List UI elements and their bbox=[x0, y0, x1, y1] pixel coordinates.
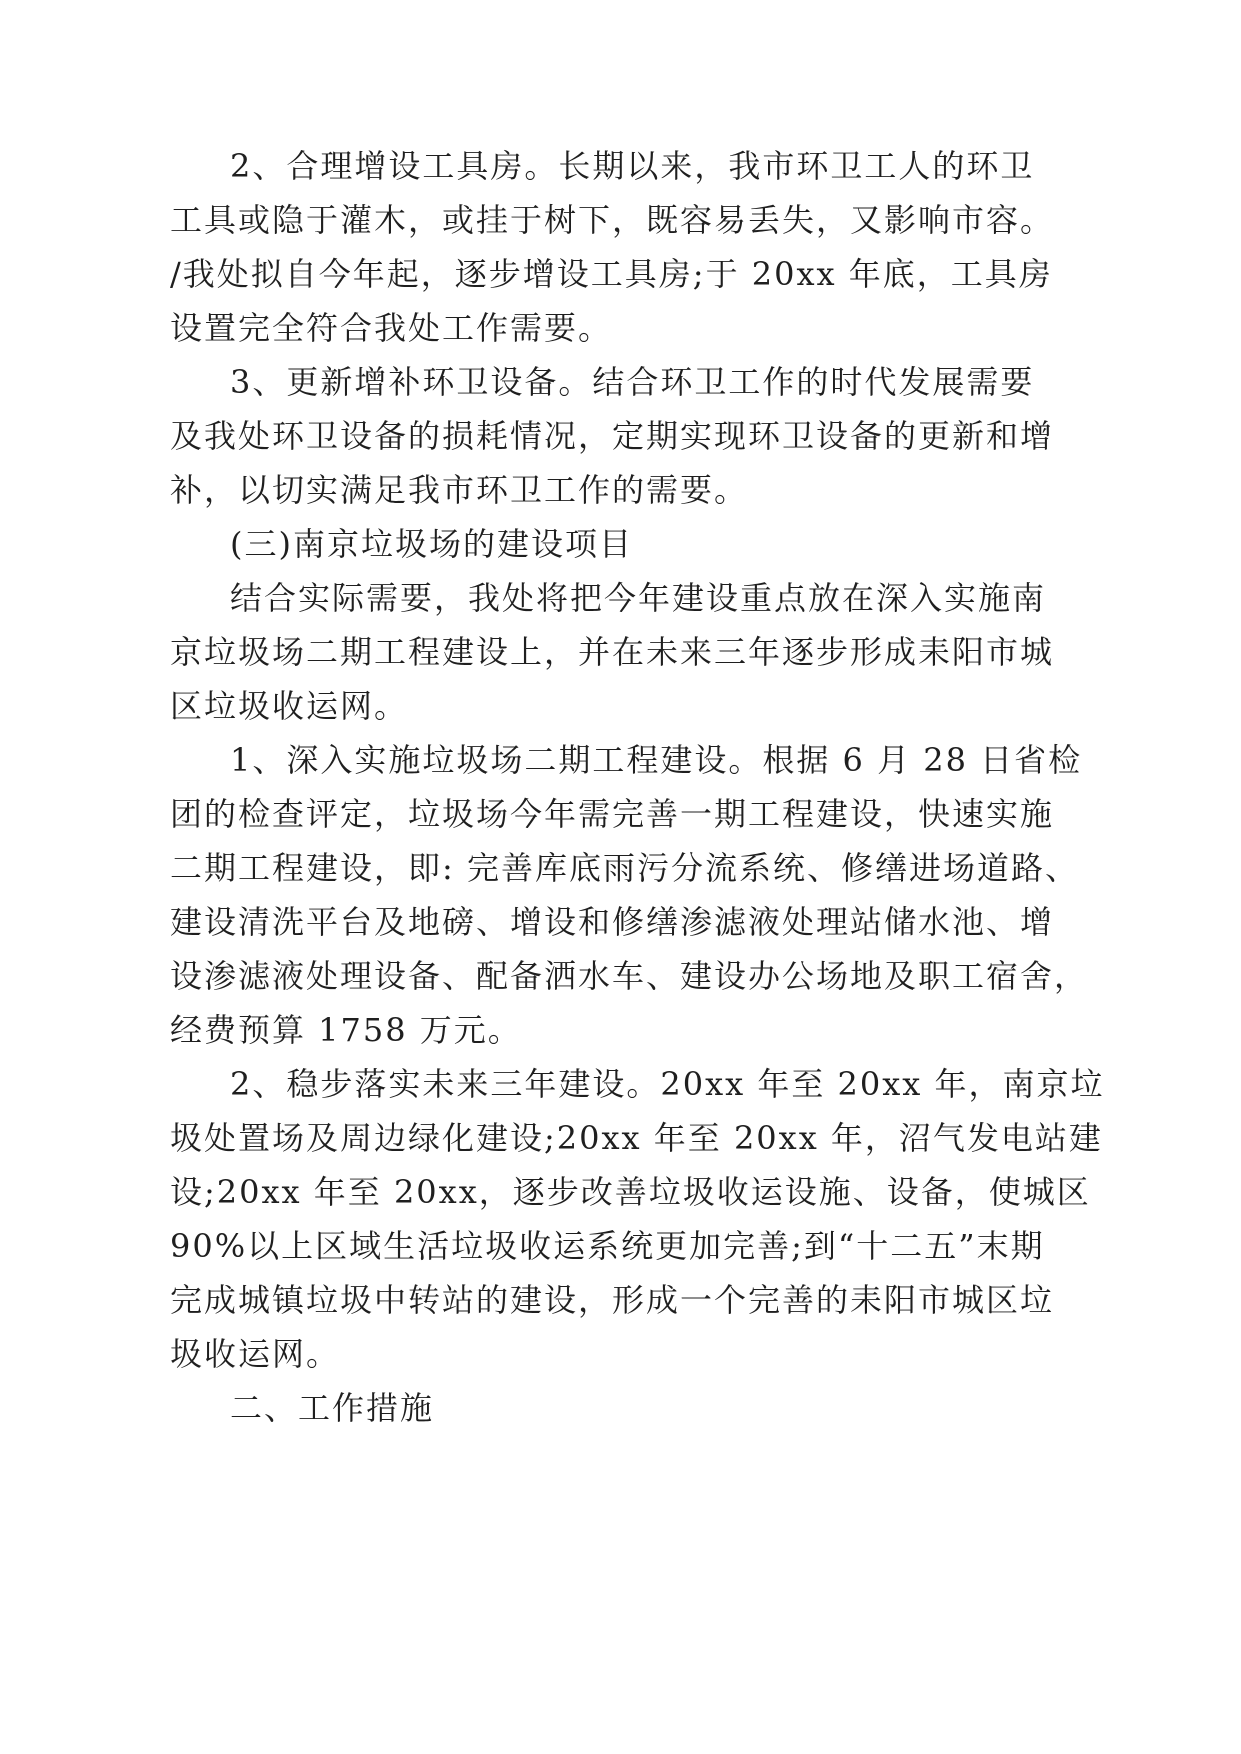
text-line: 设渗滤液处理设备、配备洒水车、建设办公场地及职工宿舍， bbox=[170, 957, 1089, 995]
text-line: 完成城镇垃圾中转站的建设，形成一个完善的耒阳市城区垃 bbox=[170, 1281, 1055, 1319]
text-line: 建设清洗平台及地磅、增设和修缮渗滤液处理站储水池、增 bbox=[170, 903, 1055, 941]
text-line: 设置完全符合我处工作需要。 bbox=[170, 309, 613, 347]
section-heading: (三)南京垃圾场的建设项目 bbox=[230, 525, 633, 563]
text-line: 区垃圾收运网。 bbox=[170, 687, 409, 725]
text-line: 结合实际需要，我处将把今年建设重点放在深入实施南 bbox=[230, 579, 1047, 617]
text-line: 京垃圾场二期工程建设上，并在未来三年逐步形成耒阳市城 bbox=[170, 633, 1055, 671]
text-line: 二期工程建设，即: 完善库底雨污分流系统、修缮进场道路、 bbox=[170, 849, 1079, 887]
text-line: 2、稳步落实未来三年建设。20xx 年至 20xx 年，南京垃 bbox=[230, 1065, 1105, 1103]
section-heading: 二、工作措施 bbox=[230, 1389, 435, 1427]
text-line: 1、深入实施垃圾场二期工程建设。根据 6 月 28 日省检 bbox=[230, 741, 1083, 779]
text-line: 圾处置场及周边绿化建设;20xx 年至 20xx 年，沼气发电站建 bbox=[170, 1119, 1103, 1157]
text-line: 经费预算 1758 万元。 bbox=[170, 1011, 522, 1049]
text-line: /我处拟自今年起，逐步增设工具房;于 20xx 年底，工具房 bbox=[170, 255, 1053, 293]
text-line: 圾收运网。 bbox=[170, 1335, 341, 1373]
text-line: 团的检查评定，垃圾场今年需完善一期工程建设，快速实施 bbox=[170, 795, 1055, 833]
text-line: 补，以切实满足我市环卫工作的需要。 bbox=[170, 471, 749, 509]
text-line: 2、合理增设工具房。长期以来，我市环卫工人的环卫 bbox=[230, 147, 1035, 185]
text-line: 工具或隐于灌木，或挂于树下，既容易丢失，又影响市容。 bbox=[170, 201, 1055, 239]
text-line: 及我处环卫设备的损耗情况，定期实现环卫设备的更新和增 bbox=[170, 417, 1055, 455]
text-line: 设;20xx 年至 20xx，逐步改善垃圾收运设施、设备，使城区 bbox=[170, 1173, 1091, 1211]
text-line: 3、更新增补环卫设备。结合环卫工作的时代发展需要 bbox=[230, 363, 1035, 401]
text-line: 90%以上区域生活垃圾收运系统更加完善;到“十二五”末期 bbox=[170, 1227, 1045, 1265]
